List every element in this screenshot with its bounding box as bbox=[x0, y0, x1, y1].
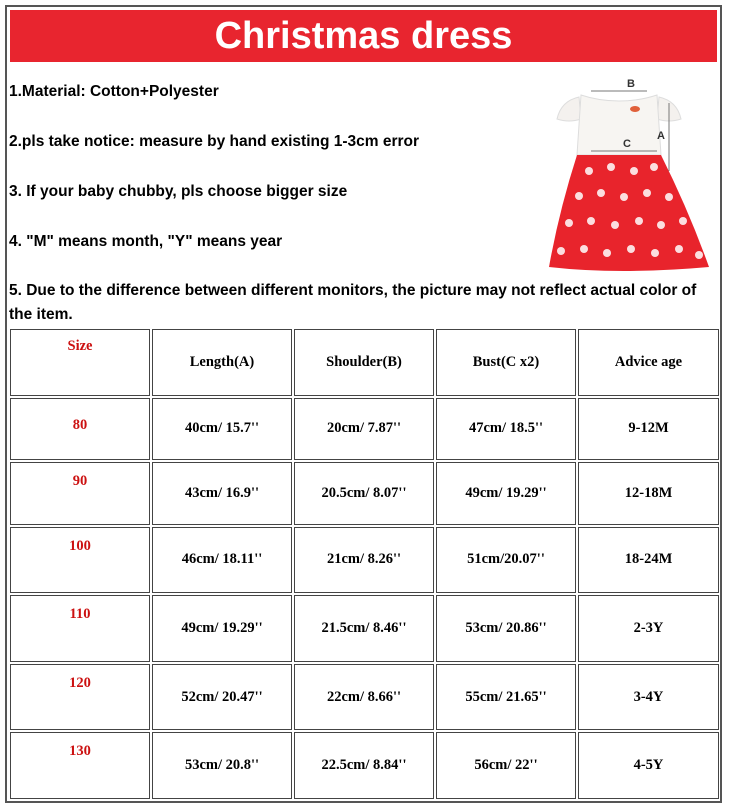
left-sleeve bbox=[557, 97, 581, 121]
bust-value: 56cm/ 22'' bbox=[436, 732, 576, 799]
shoulder-value: 22cm/ 8.66'' bbox=[294, 664, 434, 731]
product-sheet bbox=[5, 5, 722, 803]
note-monitor-color: 5. Due to the difference between different monitors, the picture may not reflect actual color of the item. bbox=[9, 282, 697, 323]
length-value: 43cm/ 16.9'' bbox=[152, 462, 292, 525]
bust-value: 49cm/ 19.29'' bbox=[436, 462, 576, 525]
size-value: 120 bbox=[10, 664, 150, 731]
length-value: 46cm/ 18.11'' bbox=[152, 527, 292, 594]
age-value: 18-24M bbox=[578, 527, 719, 594]
table-row bbox=[10, 398, 719, 461]
size-value: 130 bbox=[10, 732, 150, 799]
header-size: Size bbox=[10, 329, 150, 396]
age-value: 4-5Y bbox=[578, 732, 719, 799]
table-row bbox=[10, 462, 719, 525]
age-value: 12-18M bbox=[578, 462, 719, 525]
note-chubby: 3. If your baby chubby, pls choose bigger size bbox=[9, 183, 348, 200]
shoulder-value: 20.5cm/ 8.07'' bbox=[294, 462, 434, 525]
table-row bbox=[10, 732, 719, 799]
size-table bbox=[8, 327, 721, 801]
age-value: 2-3Y bbox=[578, 595, 719, 662]
age-value: 9-12M bbox=[578, 398, 719, 461]
table-row bbox=[10, 664, 719, 731]
bust-value: 55cm/ 21.65'' bbox=[436, 664, 576, 731]
shoulder-value: 22.5cm/ 8.84'' bbox=[294, 732, 434, 799]
age-value: 3-4Y bbox=[578, 664, 719, 731]
shoulder-value: 20cm/ 7.87'' bbox=[294, 398, 434, 461]
size-value: 80 bbox=[10, 398, 150, 461]
dress-bodice bbox=[577, 95, 661, 155]
header-length: Length(A) bbox=[152, 329, 292, 396]
bow-icon bbox=[630, 106, 640, 112]
note-month-year: 4. "M" means month, "Y" means year bbox=[9, 233, 283, 250]
size-value: 110 bbox=[10, 595, 150, 662]
dress-measurement-diagram bbox=[539, 71, 721, 271]
size-value: 90 bbox=[10, 462, 150, 525]
table-header-row bbox=[10, 329, 719, 396]
bust-value: 47cm/ 18.5'' bbox=[436, 398, 576, 461]
size-chart bbox=[8, 327, 721, 801]
length-value: 52cm/ 20.47'' bbox=[152, 664, 292, 731]
label-b: B bbox=[627, 78, 635, 90]
shoulder-value: 21cm/ 8.26'' bbox=[294, 527, 434, 594]
page-title: Christmas dress bbox=[10, 10, 717, 62]
bust-value: 51cm/20.07'' bbox=[436, 527, 576, 594]
length-value: 40cm/ 15.7'' bbox=[152, 398, 292, 461]
bust-value: 53cm/ 20.86'' bbox=[436, 595, 576, 662]
header-advice-age: Advice age bbox=[578, 329, 719, 396]
note-measure-error: 2.pls take notice: measure by hand existing 1-3cm error bbox=[9, 133, 420, 150]
length-value: 49cm/ 19.29'' bbox=[152, 595, 292, 662]
label-c: C bbox=[623, 138, 631, 150]
table-row bbox=[10, 595, 719, 662]
size-value: 100 bbox=[10, 527, 150, 594]
label-a: A bbox=[657, 130, 665, 142]
length-value: 53cm/ 20.8'' bbox=[152, 732, 292, 799]
shoulder-value: 21.5cm/ 8.46'' bbox=[294, 595, 434, 662]
table-row bbox=[10, 527, 719, 594]
dress-skirt bbox=[549, 155, 709, 271]
header-shoulder: Shoulder(B) bbox=[294, 329, 434, 396]
note-material: 1.Material: Cotton+Polyester bbox=[9, 83, 219, 100]
header-bust: Bust(C x2) bbox=[436, 329, 576, 396]
